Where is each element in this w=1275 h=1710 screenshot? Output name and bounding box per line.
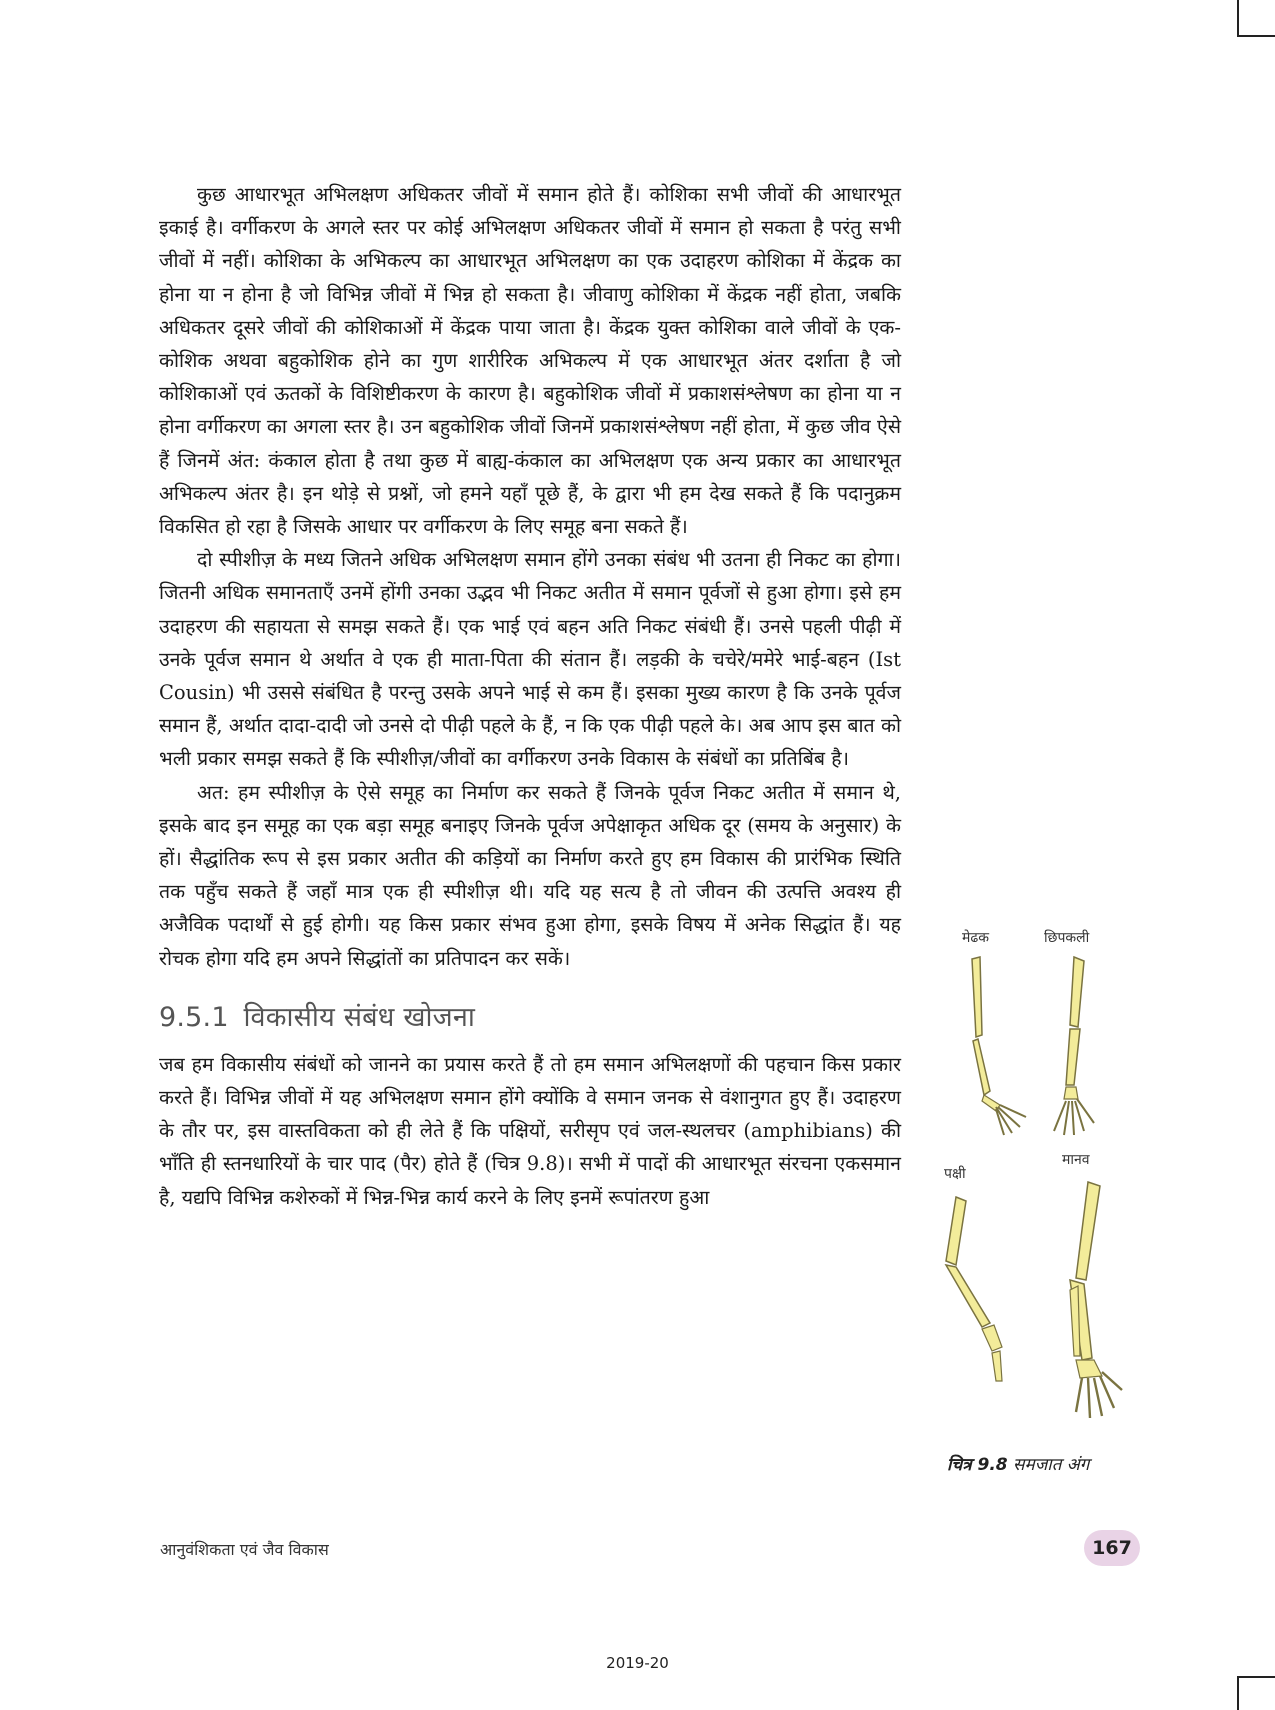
figure-caption bbox=[947, 1452, 1089, 1475]
footer-year: 2019-20 bbox=[606, 1654, 669, 1672]
body-paragraph-1: कुछ आधारभूत अभिलक्षण अधिकतर जीवों में समान होते हैं। कोशिका सभी जीवों की आधारभूत इकाई है। वर्गीकरण के अगले स्तर पर कोई अभिलक्षण अधिकतर जीवों में समान हो सकता है परंतु सभी जीवों में नहीं। कोशिका के अभिकल्प का आधारभूत अभिलक्षण का एक उदाहरण कोशिका में केंद्रक का होना या न होना है जो विभिन्न जीवों में भिन्न हो सकता है। जीवाणु कोशिका में केंद्रक नहीं होता, जबकि अधिकतर दूसरे जीवों की कोशिकाओं में केंद्रक पाया जाता है। केंद्रक युक्त कोशिका वाले जीवों के एक-कोशिक अथवा बहुकोशिक होने का गुण शारीरिक अभिकल्प में एक आधारभूत अंतर दर्शाता है जो कोशिकाओं एवं ऊतकों के विशिष्टीकरण के कारण है। बहुकोशिक जीवों में प्रकाशसंश्लेषण का होना या न होना वर्गीकरण का अगला स्तर है। उन बहुकोशिक जीवों जिनमें प्रकाशसंश्लेषण नहीं होता, में कुछ जीव ऐसे हैं जिनमें अंत: कंकाल होता है तथा कुछ में बाह्य-कंकाल का अभिलक्षण एक अन्य प्रकार का आधारभूत अभिकल्प अंतर है। इन थोड़े से प्रश्नों, जो हमने यहाँ पूछे हैं, के द्वारा भी हम देख सकते हैं कि पदानुक्रम विकसित हो रहा है जिसके आधार पर वर्गीकरण के लिए समूह बना सकते हैं। bbox=[159, 183, 901, 539]
section-number: 9.5.1 bbox=[159, 1001, 229, 1033]
crop-mark-top-h bbox=[1237, 35, 1275, 37]
label-lizard: छिपकली bbox=[1044, 930, 1090, 946]
crop-mark-bottom-h bbox=[1237, 1676, 1275, 1678]
footer-chapter-title: आनुवंशिकता एवं जैव विकास bbox=[160, 1540, 329, 1559]
figure-caption-number: चित्र 9.8 bbox=[947, 1455, 1008, 1475]
lizard-limb-illustration bbox=[1040, 955, 1120, 1135]
main-text-column bbox=[159, 178, 901, 1214]
label-human: मानव bbox=[1062, 1152, 1090, 1168]
section-title: विकासीय संबंध खोजना bbox=[243, 1001, 476, 1033]
body-paragraph-2: दो स्पीशीज़ के मध्य जितने अधिक अभिलक्षण समान होंगे उनका संबंध भी उतना ही निकट का होगा। जितनी अधिक समानताएँ उनमें होंगी उनका उद्भव भी निकट अतीत में समान पूर्वजों से हुआ होगा। इसे हम उदाहरण की सहायता से समझ सकते हैं। एक भाई एवं बहन अति निकट संबंधी हैं। उनसे पहली पीढ़ी में उनके पूर्वज समान थे अर्थात वे एक ही माता-पिता की संतान हैं। लड़की के चचेरे/ममेरे भाई-बहन (Ist Cousin) भी उससे संबंधित है परन्तु उसके अपने भाई से कम हैं। इसका मुख्य कारण है कि उनके पूर्वज समान हैं, अर्थात दादा-दादी जो उनसे दो पीढ़ी पहले के हैं, न कि एक पीढ़ी पहले के। अब आप इस बात को भली प्रकार समझ सकते हैं कि स्पीशीज़/जीवों का वर्गीकरण उनके विकास के संबंधों का प्रतिबिंब है। bbox=[159, 548, 901, 771]
body-paragraph-3: अत: हम स्पीशीज़ के ऐसे समूह का निर्माण कर सकते हैं जिनके पूर्वज निकट अतीत में समान थे, इसके बाद इन समूह का एक बड़ा समूह बनाइए जिनके पूर्वज अपेक्षाकृत अधिक दूर (समय के अनुसार) के हों। सैद्धांतिक रूप से इस प्रकार अतीत की कड़ियों का निर्माण करते हुए हम विकास की प्रारंभिक स्थिति तक पहुँच सकते हैं जहाँ मात्र एक ही स्पीशीज़ थी। यदि यह सत्य है तो जीवन की उत्पत्ति अवश्य ही अजैविक पदार्थों से हुई होगी। यह किस प्रकार संभव हुआ होगा, इसके विषय में अनेक सिद्धांत हैं। यह रोचक होगा यदि हम अपने सिद्धांतों का प्रतिपादन कर सकें। bbox=[159, 780, 901, 970]
figure-caption-text: समजात अंग bbox=[1013, 1455, 1090, 1475]
section-heading bbox=[159, 997, 901, 1034]
frog-limb-illustration bbox=[960, 955, 1040, 1135]
crop-mark-top-v bbox=[1237, 0, 1239, 36]
bird-wing-illustration bbox=[932, 1195, 1022, 1385]
section-paragraph: जब हम विकासीय संबंधों को जानने का प्रयास करते हैं तो हम समान अभिलक्षणों की पहचान किस प्रकार करते हैं। विभिन्न जीवों में यह अभिलक्षण समान होंगे क्योंकि वे समान जनक से वंशानुगत हुए हैं। उदाहरण के तौर पर, इस वास्तविकता को ही लेते हैं कि पक्षियों, सरीसृप एवं जल-स्थलचर (amphibians) की भाँति ही स्तनधारियों के चार पाद (पैर) होते हैं (चित्र 9.8)। सभी में पादों की आधारभूत संरचना एकसमान है, यद्यपि विभिन्न कशेरुकों में भिन्न-भिन्न कार्य करने के लिए इनमें रूपांतरण हुआ bbox=[159, 1052, 901, 1209]
label-frog: मेढक bbox=[962, 930, 990, 946]
crop-mark-bottom-v bbox=[1237, 1676, 1239, 1710]
page-number-badge: 167 bbox=[1084, 1530, 1140, 1566]
label-bird: पक्षी bbox=[944, 1166, 966, 1182]
human-arm-illustration bbox=[1040, 1180, 1150, 1420]
